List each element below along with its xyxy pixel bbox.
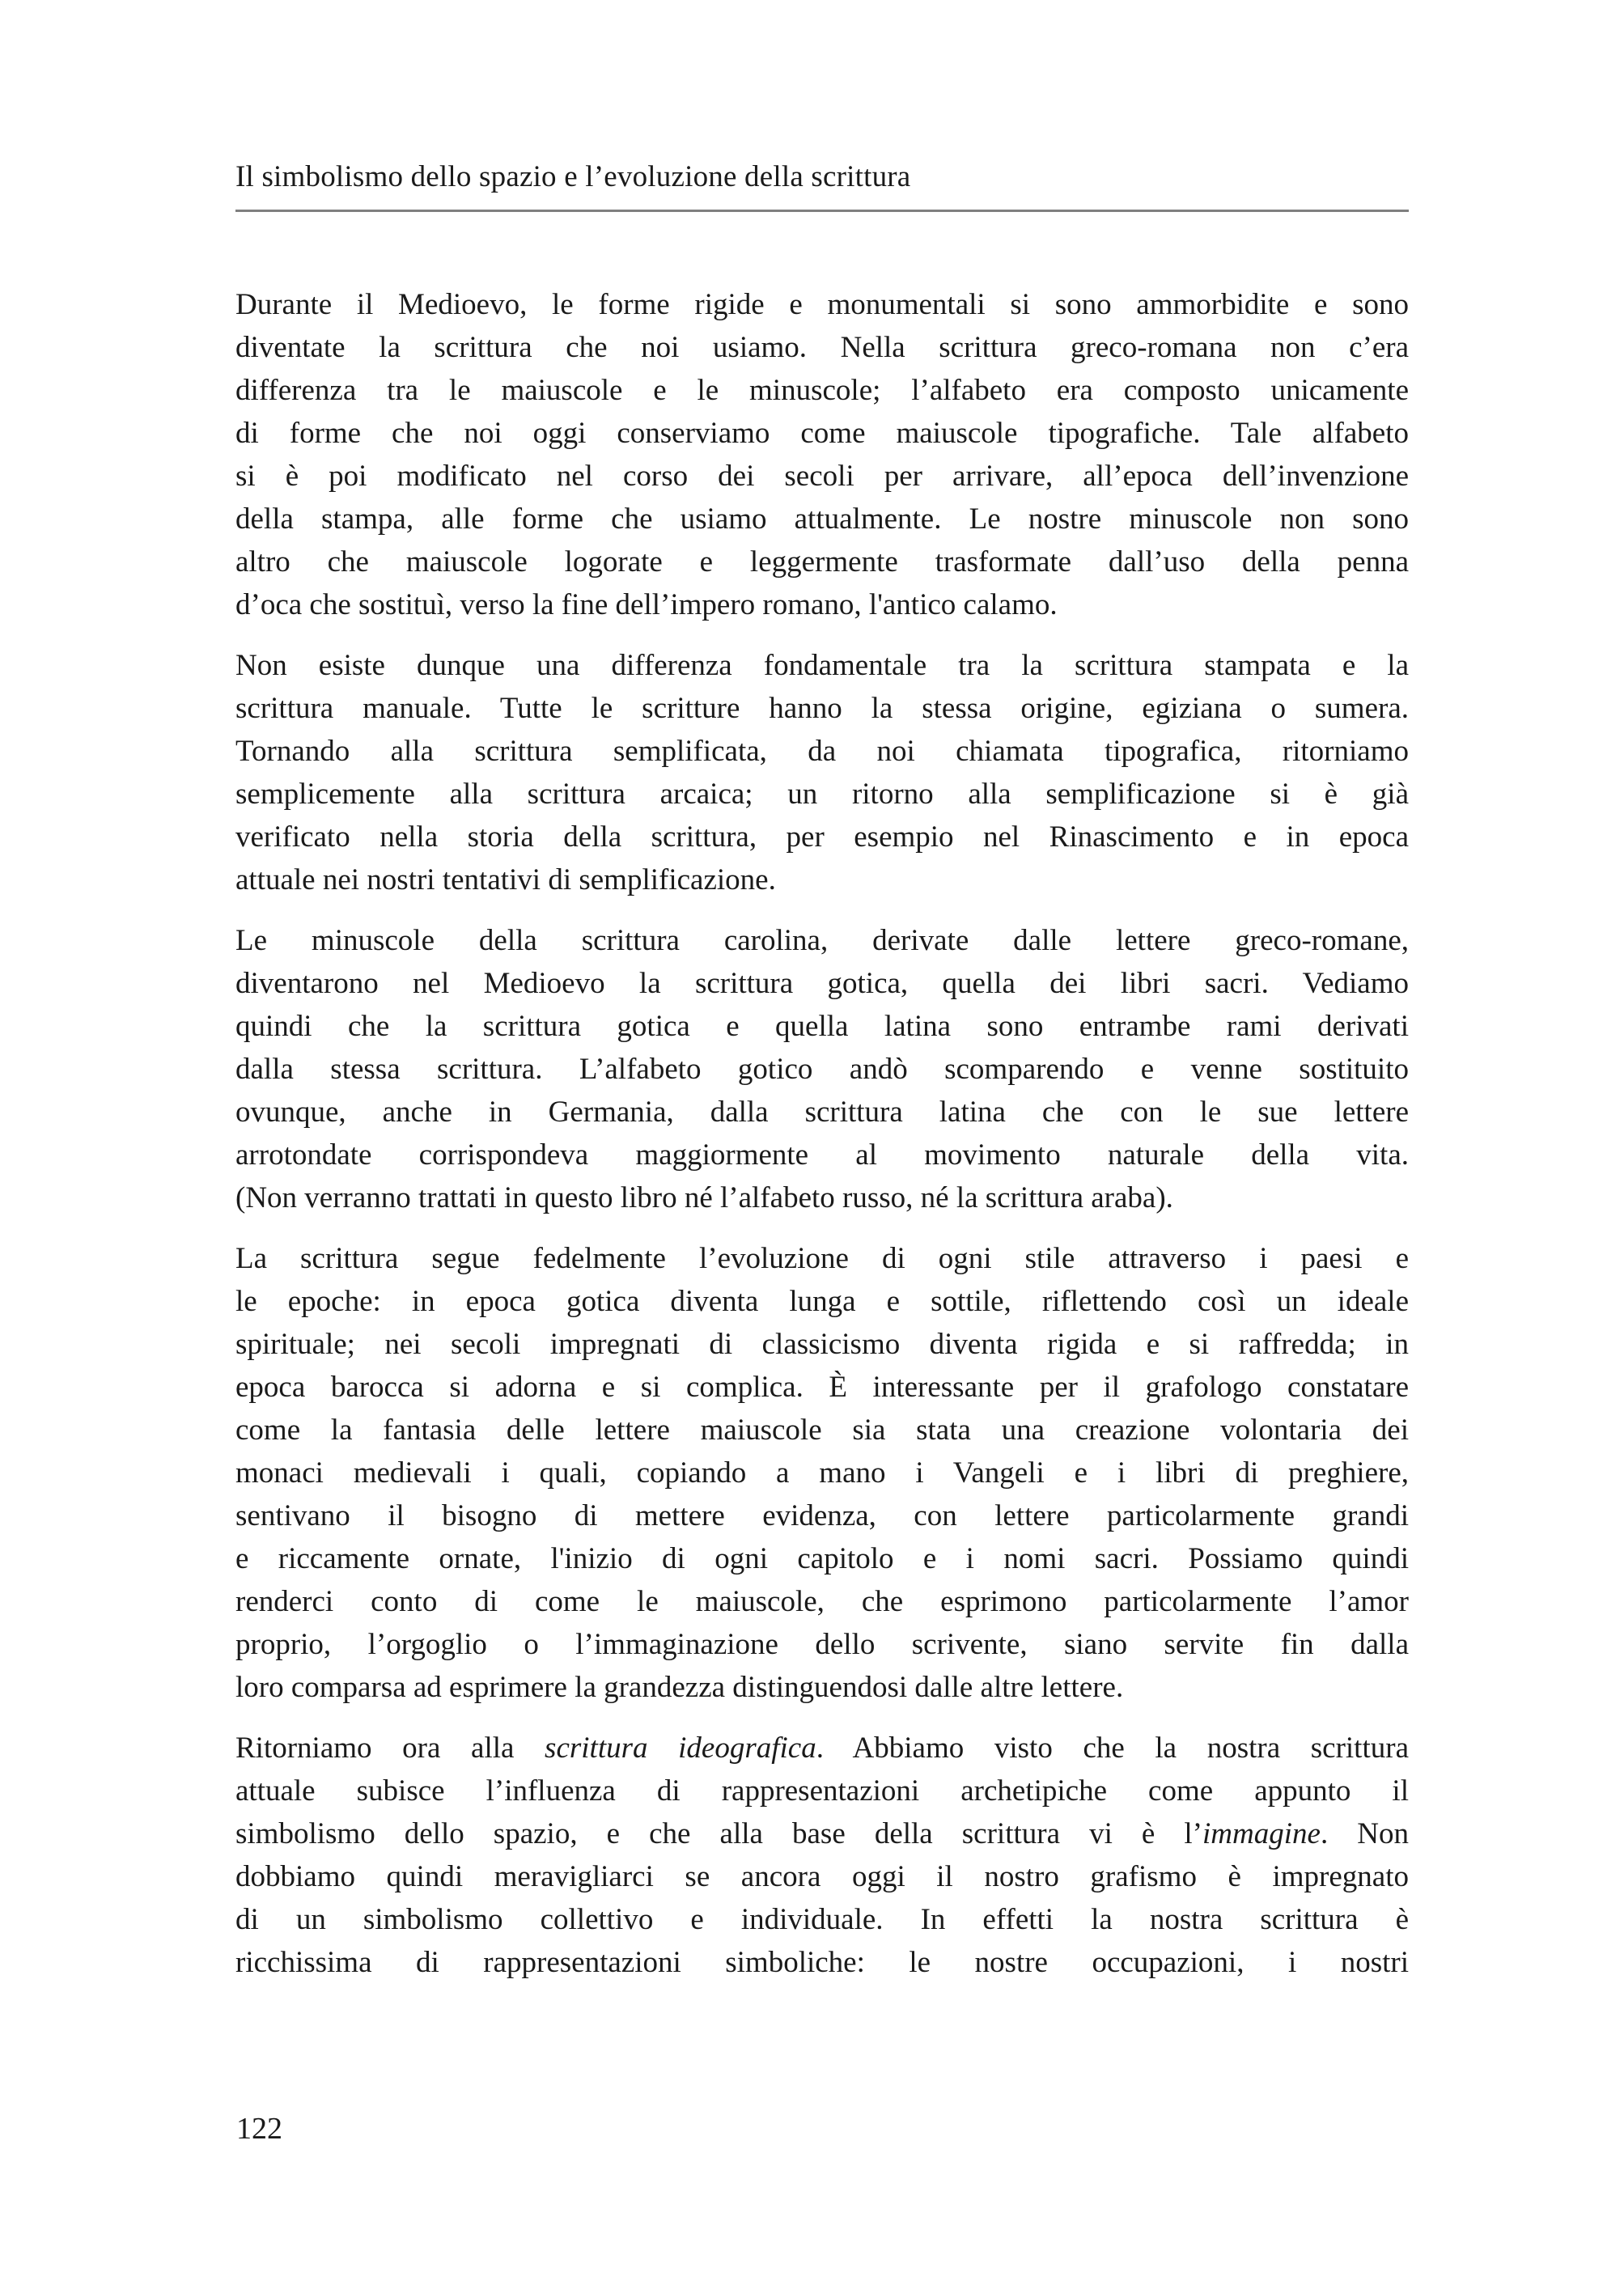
body-paragraphs [235,283,1409,1984]
text-line [235,1898,1409,1941]
text-line [235,730,1409,773]
text-line [235,1134,1409,1176]
text-line [235,283,1409,326]
text-run: Non esiste dunque una differenza fondamentale tra la scrittura stampata e la [235,649,1409,682]
page-number: 122 [236,2112,282,2146]
italic-run: immagine [1202,1817,1321,1850]
text-run: verificato nella storia della scrittura, per esempio nel Rinascimento e in epoca [235,820,1409,854]
chapter-title: Il simbolismo dello spazio e l’evoluzione della scrittura [235,160,911,193]
text-line [235,1666,1409,1709]
text-run: proprio, l’orgoglio o l’immaginazione dello scrivente, siano servite fin dalla [235,1628,1409,1661]
text-line [235,1770,1409,1812]
text-run: epoca barocca si adorna e si complica. È interessante per il grafologo constatare [235,1371,1409,1404]
paragraph [235,644,1409,901]
text-run: di un simbolismo collettivo e individuale. In effetti la nostra scrittura è [235,1903,1409,1936]
text-line [235,1855,1409,1898]
text-run: della stampa, alle forme che usiamo attualmente. Le nostre minuscole non sono [235,502,1409,536]
text-run: diventate la scrittura che noi usiamo. Nella scrittura greco-romana non c’era [235,331,1409,364]
text-line [235,583,1409,626]
text-run: differenza tra le maiuscole e le minuscole; l’alfabeto era composto unicamente [235,374,1409,407]
text-run: Le minuscole della scrittura carolina, derivate dalle lettere greco-romane, [235,924,1409,957]
text-run: sentivano il bisogno di mettere evidenza, con lettere particolarmente grandi [235,1499,1409,1532]
text-run: simbolismo dello spazio, e che alla base della scrittura vi è l’ [235,1817,1203,1850]
text-run: si è poi modificato nel corso dei secoli per arrivare, all’epoca dell’invenzione [235,460,1409,493]
text-run: scrittura manuale. Tutte le scritture hanno la stessa origine, egiziana o sumera. [235,692,1409,725]
text-run: dalla stessa scrittura. L’alfabeto gotico andò scomparendo e venne sostituito [235,1053,1409,1086]
paragraph [235,919,1409,1219]
text-line [235,962,1409,1005]
text-line [235,687,1409,730]
text-line [235,1941,1409,1984]
text-line [235,540,1409,583]
text-line [235,1091,1409,1134]
text-run: spirituale; nei secoli impregnati di classicismo diventa rigida e si raffredda; in [235,1328,1409,1361]
text-line [235,1005,1409,1048]
text-run: e riccamente ornate, l'inizio di ogni capitolo e i nomi sacri. Possiamo quindi [235,1542,1409,1575]
paragraph [235,1727,1409,1984]
text-line [235,1323,1409,1366]
text-run: le epoche: in epoca gotica diventa lunga e sottile, riflettendo così un ideale [235,1285,1409,1318]
text-line [235,369,1409,412]
text-run: d’oca che sostituì, verso la fine dell’impero romano, l'antico calamo. [235,588,1058,621]
header-rule [235,210,1409,212]
text-run: di forme che noi oggi conserviamo come maiuscole tipografiche. Tale alfabeto [235,417,1409,450]
text-line [235,455,1409,498]
text-line [235,498,1409,540]
page-content [235,159,1409,2002]
text-run: . Non [1320,1817,1409,1850]
text-run: come la fantasia delle lettere maiuscole sia stata una creazione volontaria dei [235,1414,1409,1447]
text-run: attuale nei nostri tentativi di semplificazione. [235,863,776,896]
text-line [235,1452,1409,1494]
text-run: ovunque, anche in Germania, dalla scrittura latina che con le sue lettere [235,1096,1409,1129]
text-run: . Abbiamo visto che la nostra scrittura [816,1731,1409,1765]
text-line [235,1280,1409,1323]
text-line [235,1176,1409,1219]
text-run: semplicemente alla scrittura arcaica; un ritorno alla semplificazione si è già [235,778,1409,811]
text-line [235,773,1409,816]
text-line [235,1366,1409,1409]
text-run: loro comparsa ad esprimere la grandezza distinguendosi dalle altre lettere. [235,1671,1124,1704]
text-line [235,326,1409,369]
text-run: (Non verranno trattati in questo libro né l’alfabeto russo, né la scrittura araba). [235,1181,1173,1214]
italic-run: scrittura ideografica [545,1731,816,1765]
text-line [235,1409,1409,1452]
paragraph [235,1237,1409,1709]
text-run: dobbiamo quindi meravigliarci se ancora oggi il nostro grafismo è impregnato [235,1860,1409,1893]
text-run: arrotondate corrispondeva maggiormente al movimento naturale della vita. [235,1138,1409,1172]
text-line [235,412,1409,455]
text-line [235,858,1409,901]
text-run: attuale subisce l’influenza di rappresentazioni archetipiche come appunto il [235,1774,1409,1808]
text-line [235,919,1409,962]
paragraph [235,283,1409,626]
text-run: monaci medievali i quali, copiando a mano i Vangeli e i libri di preghiere, [235,1456,1409,1490]
text-line [235,1537,1409,1580]
text-line [235,1048,1409,1091]
text-run: ricchissima di rappresentazioni simboliche: le nostre occupazioni, i nostri [235,1946,1409,1979]
text-line [235,1580,1409,1623]
text-line [235,1623,1409,1666]
text-run: diventarono nel Medioevo la scrittura gotica, quella dei libri sacri. Vediamo [235,967,1409,1000]
text-run: Tornando alla scrittura semplificata, da noi chiamata tipografica, ritorniamo [235,735,1409,768]
text-run: renderci conto di come le maiuscole, che esprimono particolarmente l’amor [235,1585,1409,1618]
text-line [235,1494,1409,1537]
running-header [235,159,1409,212]
text-line [235,816,1409,858]
text-line [235,644,1409,687]
text-run: La scrittura segue fedelmente l’evoluzione di ogni stile attraverso i paesi e [235,1242,1409,1275]
text-line [235,1812,1409,1855]
text-line [235,1727,1409,1770]
text-run: quindi che la scrittura gotica e quella latina sono entrambe rami derivati [235,1010,1409,1043]
text-line [235,1237,1409,1280]
text-run: Ritorniamo ora alla [235,1731,545,1765]
text-run: altro che maiuscole logorate e leggermente trasformate dall’uso della penna [235,545,1409,579]
text-run: Durante il Medioevo, le forme rigide e monumentali si sono ammorbidite e sono [235,288,1409,321]
